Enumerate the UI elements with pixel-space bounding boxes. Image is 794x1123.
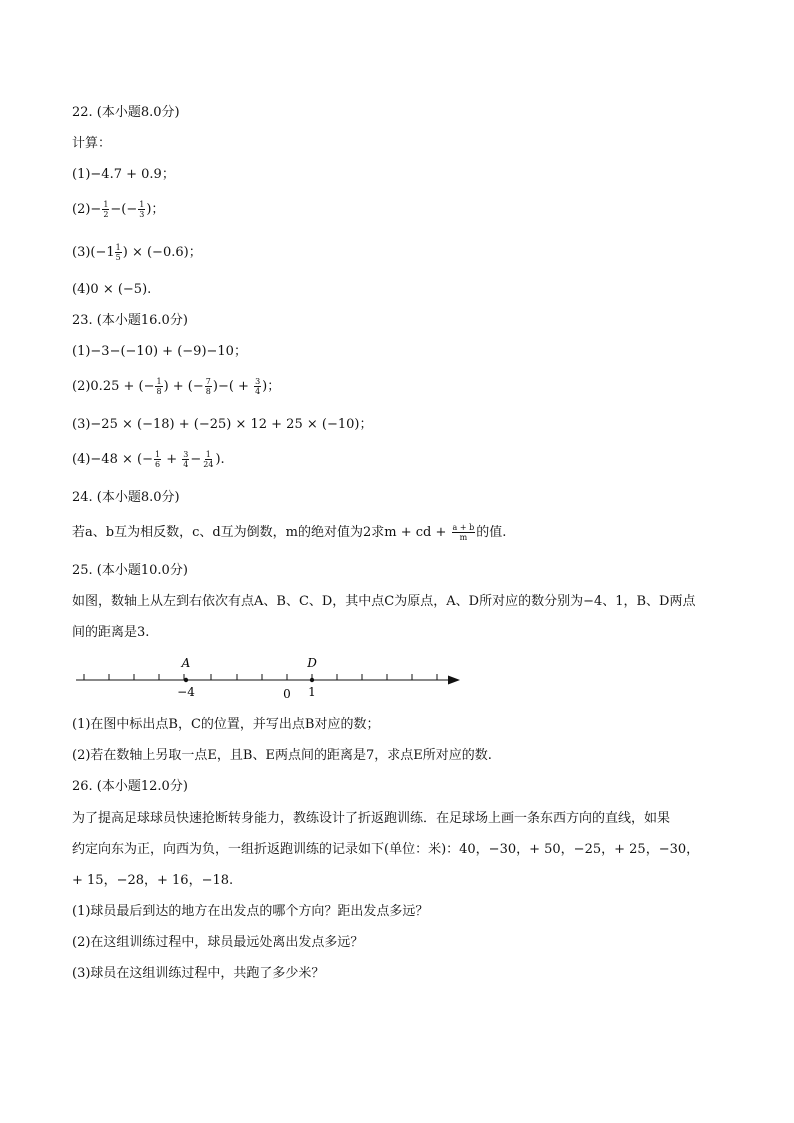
q22-header: 22. (本小题8.0分): [72, 105, 180, 120]
q22-item-1: (1)−4.7 + 0.9；: [72, 167, 175, 182]
point-d-label: D: [307, 656, 317, 670]
fraction: $\frac{1}{6}$: [154, 450, 161, 469]
q26-sub-1: (1)球员最后到达的地方在出发点的哪个方向？距出发点多远？: [72, 904, 429, 919]
q23-item-3: (3)−25 × (−18) + (−25) × 12 + 25 × (−10)；: [72, 417, 373, 432]
number-line-ticks: [84, 674, 437, 680]
fraction: $\frac{7}{8}$: [205, 377, 211, 396]
q26-text-line-3: + 15，−28，+ 16，−18.: [72, 873, 234, 888]
q26-text-line-2: 约定向东为正，向西为负，一组折返跑训练的记录如下(单位：米)：40，−30，+ 50，−25，+ 25，−30，: [72, 842, 700, 857]
fraction: $\frac{3}{4}$: [183, 450, 189, 469]
q25-text-line-2: 间的距离是3.: [72, 625, 150, 640]
fraction: $\frac{1}{5}$: [115, 243, 121, 262]
q23-item-2: (2)0.25 + (− $\frac{1}{8}$ ) + (− $\frac{7}{8}$ )−( + $\frac{3}{4}$ )；: [72, 377, 281, 396]
q26-sub-3: (3)球员在这组训练过程中，共跑了多少米？: [72, 966, 325, 981]
q26-header: 26. (本小题12.0分): [72, 779, 188, 794]
q24-header: 24. (本小题8.0分): [72, 490, 180, 505]
tick-label-minus-4: −4: [177, 685, 195, 699]
q22-intro: 计算：: [72, 136, 112, 151]
tick-label-0: 0: [283, 687, 291, 701]
fraction: $\frac{1}{8}$: [156, 377, 162, 396]
fraction: $\frac{3}{4}$: [255, 377, 261, 396]
fraction: $\frac{1}{24}$: [203, 450, 214, 469]
q22-item-2: (2)− $\frac{1}{2}$ −(− $\frac{1}{3}$ )；: [72, 200, 165, 219]
tick-label-1: 1: [308, 685, 316, 699]
point-a-dot: [184, 678, 188, 682]
q23-header: 23. (本小题16.0分): [72, 313, 188, 328]
fraction: $\frac{1}{2}$: [103, 200, 109, 219]
q26-sub-2: (2)在这组训练过程中，球员最远处离出发点多远？: [72, 935, 364, 950]
q25-text-line-1: 如图，数轴上从左到右依次有点A、B、C、D，其中点C为原点，A、D所对应的数分别为−4、1，B、D两点: [72, 594, 696, 609]
q26-text-line-1: 为了提高足球球员快速抢断转身能力，教练设计了折返跑训练．在足球场上画一条东西方向的直线，如果: [72, 811, 671, 826]
arrow-right-icon: [448, 676, 460, 685]
q23-item-4: (4)−48 × (− $\frac{1}{6}$ + $\frac{3}{4}$ − $\frac{1}{24}$ ).: [72, 450, 225, 469]
q22-item-4: (4)0 × (−5).: [72, 282, 152, 297]
q23-item-1: (1)−3−(−10) + (−9)−10；: [72, 344, 247, 359]
q25-sub-2: (2)若在数轴上另取一点E，且B、E两点间的距离是7，求点E所对应的数.: [72, 748, 492, 763]
q25-header: 25. (本小题10.0分): [72, 563, 188, 578]
fraction: $\frac{a + b}{m}$: [452, 523, 475, 542]
q22-item-3: (3)(−1 $\frac{1}{5}$ ) × (−0.6)；: [72, 243, 202, 262]
point-a-label: A: [181, 656, 191, 670]
q25-sub-1: (1)在图中标出点B，C的位置，并写出点B对应的数；: [72, 717, 380, 732]
fraction: $\frac{1}{3}$: [139, 200, 145, 219]
number-line-figure: [70, 650, 470, 702]
q24-text: 若a、b互为相反数，c、d互为倒数，m的绝对值为2求m + cd + $\frac{a + b}{m}$ 的值.: [72, 523, 507, 542]
point-d-dot: [310, 678, 314, 682]
